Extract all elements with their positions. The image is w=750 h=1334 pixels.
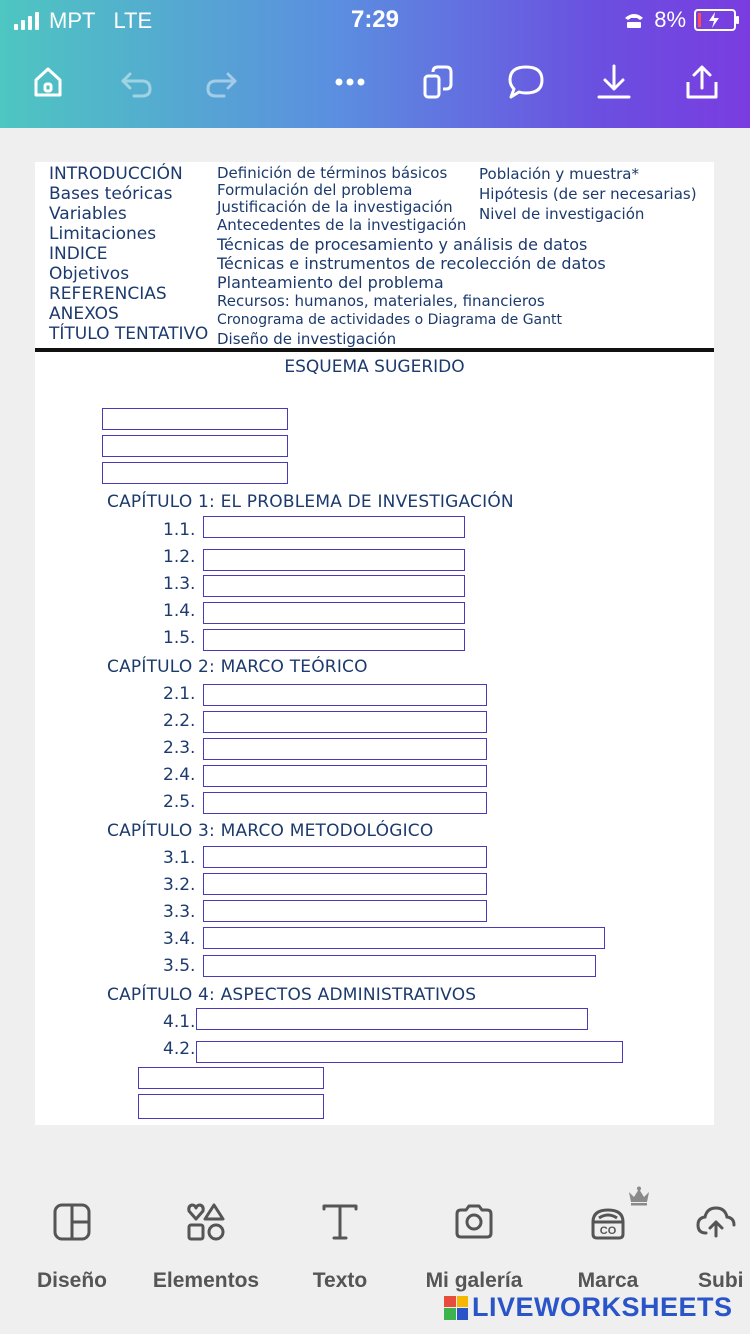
answer-blank[interactable]: [203, 738, 487, 760]
upload-icon: [694, 1200, 738, 1244]
tab-gallery[interactable]: [416, 1200, 532, 1293]
word-bank-col1: [49, 164, 208, 344]
tab-label: Diseño: [36, 1269, 107, 1292]
item-number: 4.2.: [163, 1039, 196, 1059]
redo-icon[interactable]: [198, 58, 246, 106]
tab-label: Texto: [312, 1269, 368, 1292]
answer-blank[interactable]: [203, 575, 465, 597]
word-bank-item: Justificación de la investigación: [217, 198, 453, 216]
word-bank-item: Nivel de investigación: [479, 205, 645, 223]
answer-blank[interactable]: [102, 435, 288, 457]
tab-label: Mi galería: [425, 1269, 523, 1292]
crown-icon: [627, 1186, 651, 1206]
status-bar: [0, 0, 750, 40]
layout-icon: [50, 1200, 94, 1244]
word-bank-item: Variables: [49, 204, 127, 224]
download-icon[interactable]: [590, 58, 638, 106]
word-bank-col3: [479, 164, 697, 224]
word-bank-item: Formulación del problema: [217, 181, 413, 199]
item-number: 3.3.: [163, 902, 196, 922]
answer-blank[interactable]: [102, 462, 288, 484]
schema-title: ESQUEMA SUGERIDO: [284, 357, 465, 377]
tab-design[interactable]: [22, 1200, 122, 1293]
item-number: 1.3.: [163, 574, 196, 594]
answer-blank[interactable]: [203, 873, 487, 895]
item-number: 1.2.: [163, 547, 196, 567]
word-bank-item: Antecedentes de la investigación: [217, 216, 467, 234]
word-bank-item: Definición de términos básicos: [217, 164, 448, 182]
more-icon[interactable]: [326, 58, 374, 106]
answer-blank[interactable]: [203, 927, 605, 949]
design-canvas[interactable]: [35, 162, 714, 1125]
answer-blank[interactable]: [203, 516, 465, 538]
text-icon: [318, 1200, 362, 1244]
tty-icon: [622, 10, 646, 30]
item-number: 2.4.: [163, 765, 196, 785]
word-bank-item: REFERENCIAS: [49, 284, 167, 304]
answer-blank[interactable]: [203, 955, 596, 977]
chapter-4-title: CAPÍTULO 4: ASPECTOS ADMINISTRATIVOS: [107, 985, 477, 1005]
brand-text: LIVEWORKSHEETS: [472, 1292, 733, 1322]
liveworksheets-logo: [444, 1292, 733, 1323]
item-number: 4.1.: [163, 1012, 196, 1032]
editor-toolbar: [0, 52, 750, 112]
item-number: 2.2.: [163, 711, 196, 731]
chapter-1-title: CAPÍTULO 1: EL PROBLEMA DE INVESTIGACIÓN: [107, 492, 514, 512]
svg-text:CO: CO: [599, 1225, 617, 1237]
tab-brand[interactable]: [562, 1200, 654, 1293]
tab-elements[interactable]: [145, 1200, 267, 1293]
word-bank-item: INDICE: [49, 244, 108, 264]
tab-label: Elementos: [152, 1269, 260, 1292]
item-number: 3.5.: [163, 956, 196, 976]
word-bank-item: ANEXOS: [49, 304, 119, 324]
battery-icon: [694, 9, 736, 31]
answer-blank[interactable]: [203, 846, 487, 868]
word-bank-item: Población y muestra*: [479, 165, 639, 183]
undo-icon[interactable]: [112, 58, 160, 106]
word-bank-item: Objetivos: [49, 264, 130, 284]
shapes-icon: [184, 1200, 228, 1244]
brand-icon: [586, 1200, 630, 1244]
network-label: LTE: [113, 8, 153, 33]
word-bank-item: Recursos: humanos, materiales, financieros: [217, 292, 545, 310]
answer-blank[interactable]: [138, 1067, 324, 1089]
word-bank-item: Planteamiento del problema: [217, 273, 444, 292]
app-header: [0, 0, 750, 128]
liveworksheets-logo-icon: [444, 1296, 468, 1320]
answer-blank[interactable]: [203, 711, 487, 733]
item-number: 1.4.: [163, 601, 196, 621]
answer-blank[interactable]: [102, 408, 288, 430]
word-bank-item: Técnicas e instrumentos de recolección de datos: [217, 254, 606, 273]
word-bank-item: Técnicas de procesamiento y análisis de datos: [217, 235, 588, 254]
word-bank-item: INTRODUCCIÓN: [49, 164, 183, 184]
answer-blank[interactable]: [196, 1008, 588, 1030]
tab-label: Marca: [577, 1269, 639, 1292]
item-number: 3.4.: [163, 929, 196, 949]
tab-label: Subi: [698, 1269, 744, 1292]
word-bank: [35, 162, 714, 350]
item-number: 2.1.: [163, 684, 196, 704]
comment-icon[interactable]: [502, 58, 550, 106]
divider: [35, 348, 714, 352]
share-icon[interactable]: [678, 58, 726, 106]
answer-blank[interactable]: [203, 684, 487, 706]
answer-blank[interactable]: [138, 1094, 324, 1119]
tab-upload[interactable]: [694, 1200, 750, 1293]
chapter-2-title: CAPÍTULO 2: MARCO TEÓRICO: [107, 657, 368, 677]
word-bank-item: Bases teóricas: [49, 184, 173, 204]
answer-blank[interactable]: [203, 765, 487, 787]
item-number: 1.5.: [163, 628, 196, 648]
chapter-3-title: CAPÍTULO 3: MARCO METODOLÓGICO: [107, 821, 434, 841]
home-icon[interactable]: [24, 58, 72, 106]
answer-blank[interactable]: [203, 549, 465, 571]
item-number: 1.1.: [163, 520, 196, 540]
answer-blank[interactable]: [196, 1041, 623, 1063]
battery-percent: 8%: [654, 7, 686, 32]
word-bank-item: TÍTULO TENTATIVO: [49, 324, 209, 344]
clock: 7:29: [350, 6, 400, 33]
word-bank-item: Limitaciones: [49, 224, 157, 244]
item-number: 2.3.: [163, 738, 196, 758]
answer-blank[interactable]: [203, 792, 487, 814]
answer-blank[interactable]: [203, 602, 465, 624]
word-bank-item: Hipótesis (de ser necesarias): [479, 185, 697, 203]
duplicate-icon[interactable]: [414, 58, 462, 106]
carrier-label: MPT: [49, 8, 96, 33]
tab-text[interactable]: [300, 1200, 380, 1293]
item-number: 3.2.: [163, 875, 196, 895]
word-bank-item: Cronograma de actividades o Diagrama de Gantt: [217, 312, 562, 328]
answer-blank[interactable]: [203, 629, 465, 651]
item-number: 3.1.: [163, 848, 196, 868]
word-bank-item: Diseño de investigación: [217, 330, 397, 348]
item-number: 2.5.: [163, 792, 196, 812]
answer-blank[interactable]: [203, 900, 487, 922]
camera-icon: [452, 1200, 496, 1244]
